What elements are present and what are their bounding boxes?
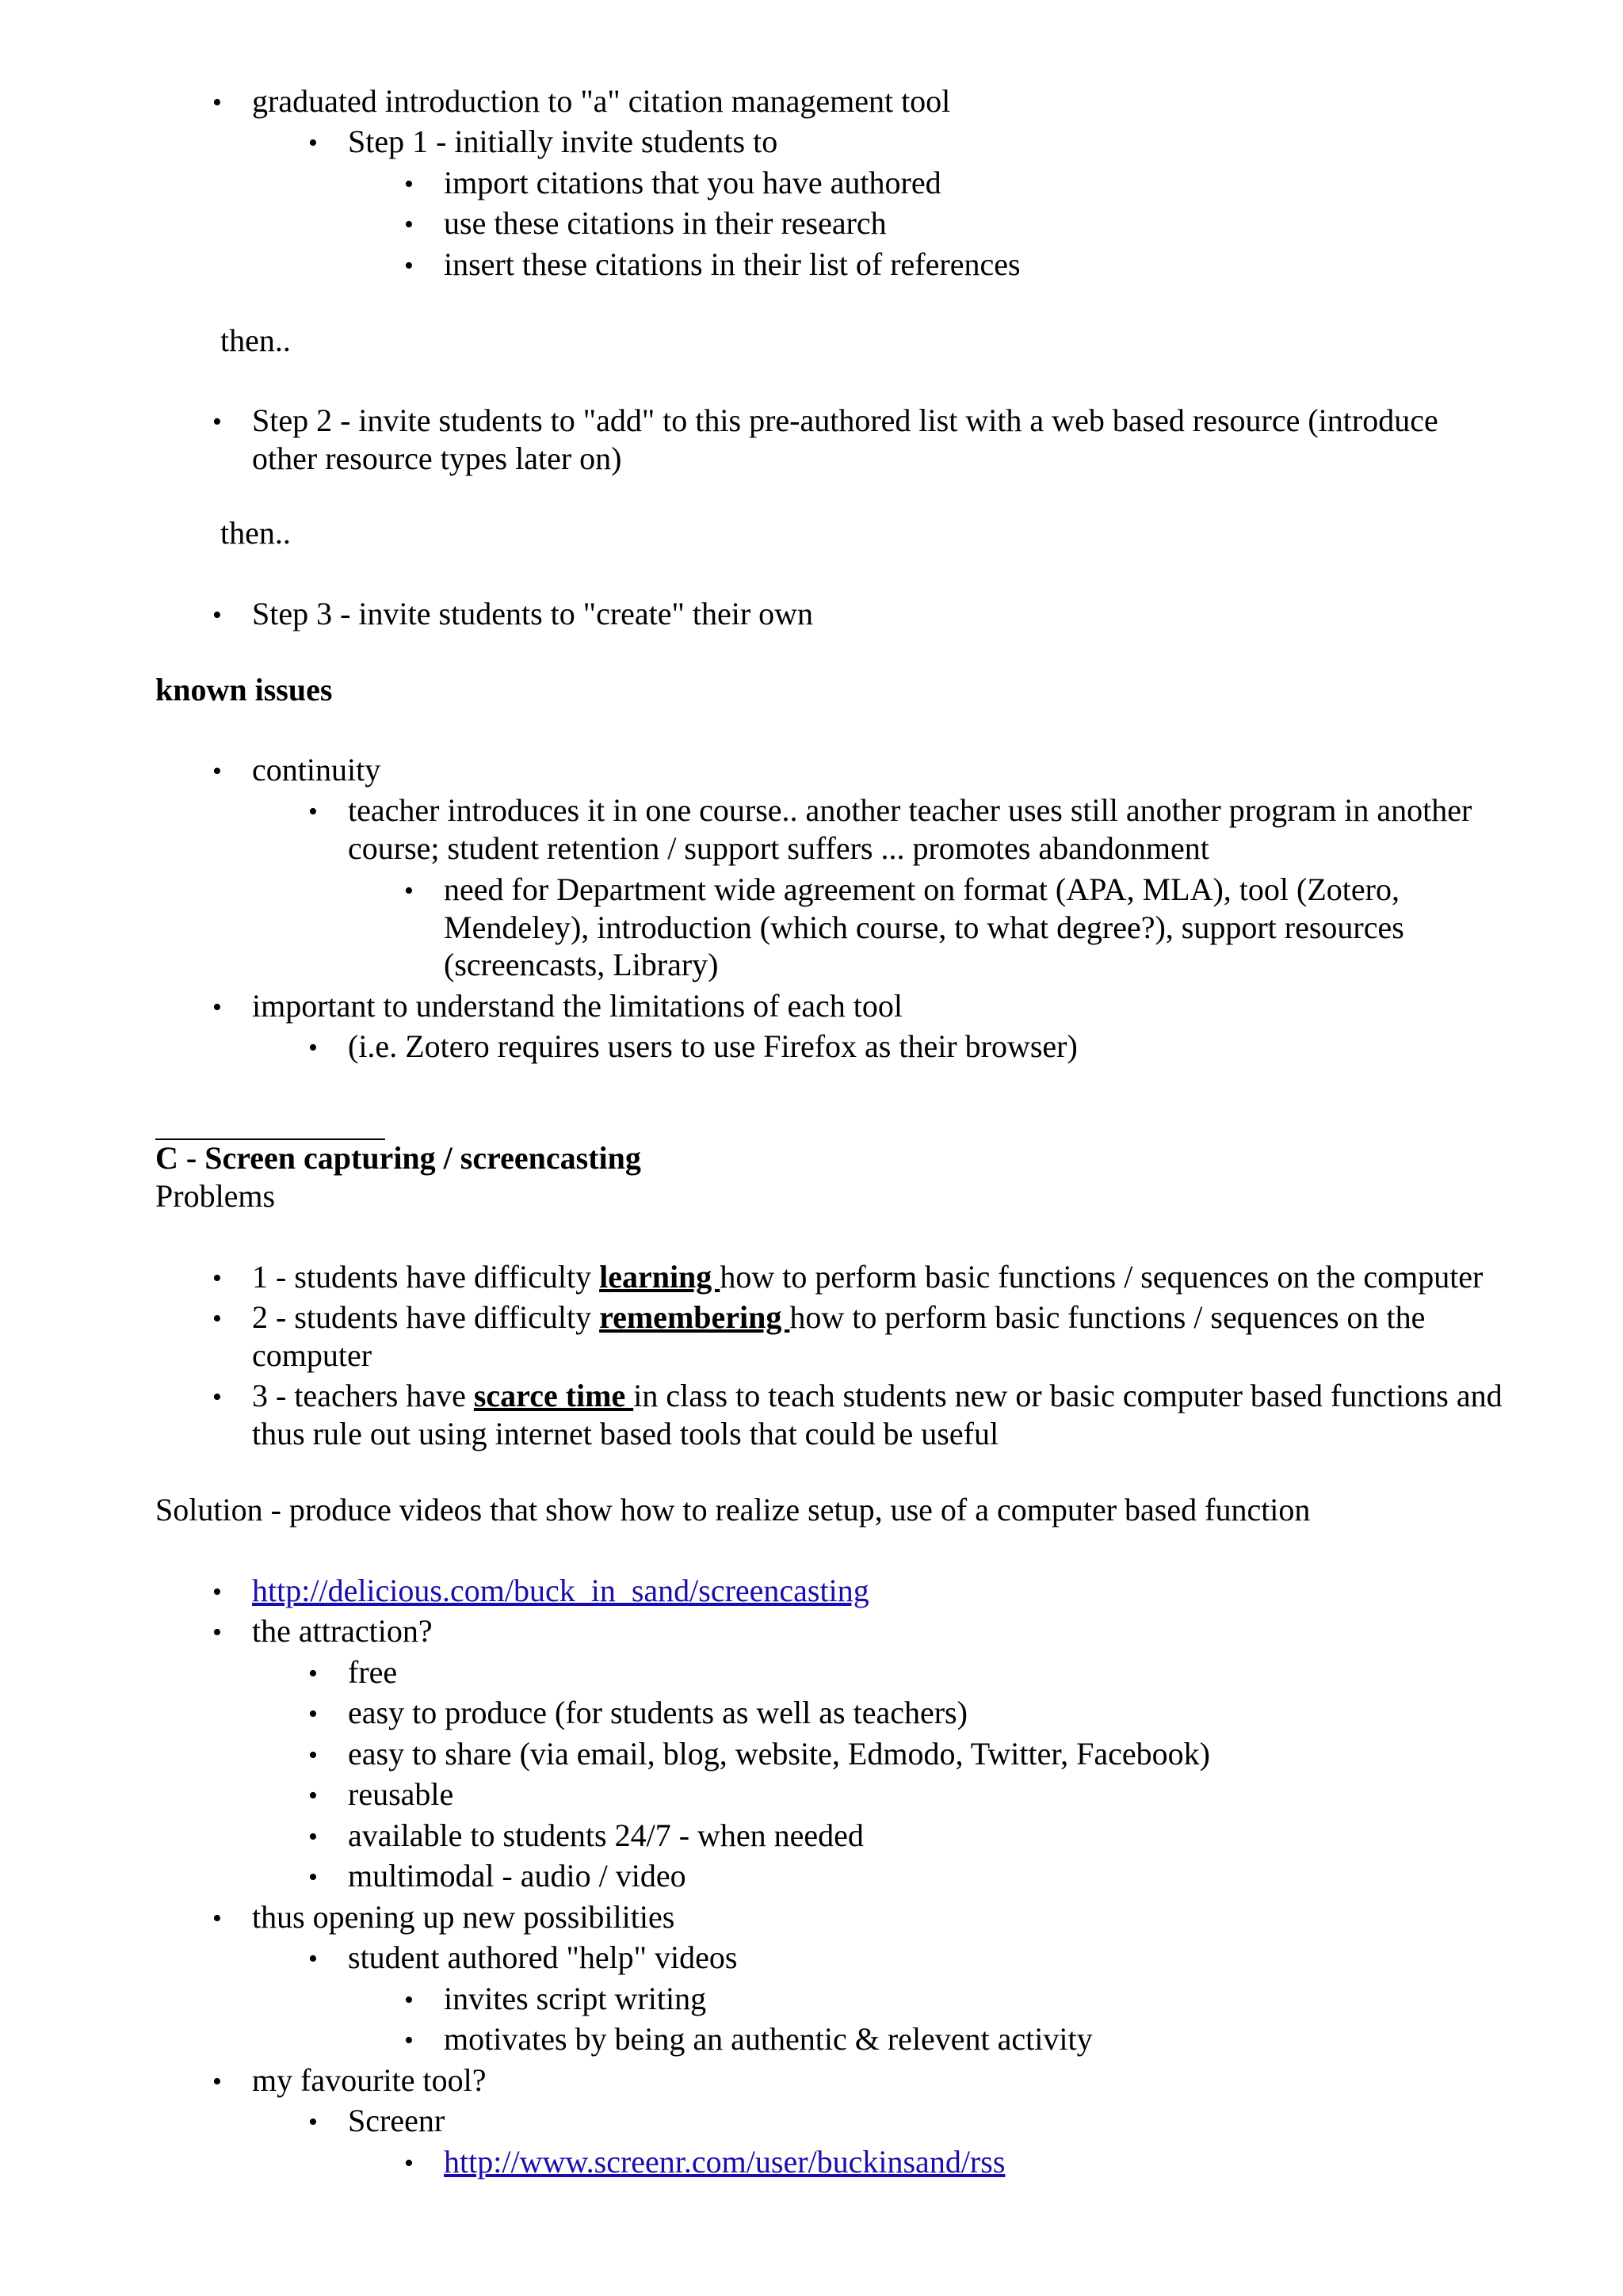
bullet-icon: • xyxy=(404,2149,414,2178)
section-heading: C - Screen capturing / screencasting xyxy=(155,1140,641,1176)
bullet-icon: • xyxy=(308,128,318,158)
list-item: Step 1 - initially invite students to xyxy=(348,124,778,159)
bullet-icon: • xyxy=(404,251,414,280)
list-item xyxy=(444,2142,1005,2182)
problem-text: 2 - students have difficulty xyxy=(252,1299,600,1335)
problem-text: in class to teach students new or basic computer based functions and xyxy=(633,1378,1503,1413)
list-item xyxy=(252,1297,1425,1337)
list-item-continuation: other resource types later on) xyxy=(252,441,622,476)
list-item: motivates by being an authentic & relevent activity xyxy=(444,2021,1093,2057)
bullet-icon: • xyxy=(212,88,222,117)
bullet-icon: • xyxy=(212,601,222,630)
list-item-continuation: computer xyxy=(252,1337,372,1373)
list-item: continuity xyxy=(252,752,381,788)
list-item: invites script writing xyxy=(444,1981,707,2016)
bullet-icon: • xyxy=(212,1904,222,1933)
problem-text: how to perform basic functions / sequences on the computer xyxy=(720,1259,1484,1295)
bullet-icon: • xyxy=(404,210,414,239)
bullet-icon: • xyxy=(308,797,318,826)
list-item: Step 3 - invite students to "create" their own xyxy=(252,596,814,631)
list-item: (i.e. Zotero requires users to use Firefox as their browser) xyxy=(348,1028,1078,1064)
list-item xyxy=(252,1257,1483,1297)
list-item: need for Department wide agreement on format (APA, MLA), tool (Zotero, xyxy=(444,871,1400,907)
bullet-icon: • xyxy=(308,1822,318,1852)
bullet-icon: • xyxy=(212,757,222,786)
list-item: available to students 24/7 - when needed xyxy=(348,1817,864,1853)
list-item: teacher introduces it in one course.. another teacher uses still another program in another xyxy=(348,792,1472,828)
bullet-icon: • xyxy=(308,1944,318,1974)
list-item: multimodal - audio / video xyxy=(348,1858,686,1894)
bullet-icon: • xyxy=(212,1264,222,1293)
screenr-rss-link[interactable]: http://www.screenr.com/user/buckinsand/rss xyxy=(444,2144,1006,2180)
bullet-icon: • xyxy=(212,1618,222,1647)
bullet-icon: • xyxy=(404,170,414,199)
list-item-continuation: Mendeley), introduction (which course, to what degree?), support resources xyxy=(444,910,1404,945)
bullet-icon: • xyxy=(404,1985,414,2015)
list-item: Step 2 - invite students to "add" to this pre-authored list with a web based resource (introduce xyxy=(252,402,1438,438)
list-item-continuation: (screencasts, Library) xyxy=(444,947,719,982)
bullet-icon: • xyxy=(212,1577,222,1607)
bullet-icon: • xyxy=(308,1781,318,1810)
emphasis-text: remembering xyxy=(599,1299,790,1335)
known-issues-heading: known issues xyxy=(155,672,333,707)
list-item: reusable xyxy=(348,1776,454,1812)
list-item: easy to share (via email, blog, website, Edmodo, Twitter, Facebook) xyxy=(348,1736,1210,1772)
delicious-link[interactable]: http://delicious.com/buck_in_sand/screencasting xyxy=(252,1573,869,1608)
problem-text: how to perform basic functions / sequences on the xyxy=(789,1299,1426,1335)
solution-text: Solution - produce videos that show how to realize setup, use of a computer based function xyxy=(155,1492,1311,1527)
bullet-icon: • xyxy=(212,2067,222,2096)
bullet-icon: • xyxy=(308,2107,318,2137)
list-item: the attraction? xyxy=(252,1613,433,1649)
list-item xyxy=(252,1570,869,1611)
problems-label: Problems xyxy=(155,1178,276,1214)
bullet-icon: • xyxy=(308,1659,318,1688)
list-item: easy to produce (for students as well as teachers) xyxy=(348,1695,968,1730)
list-item: use these citations in their research xyxy=(444,205,887,241)
list-item: thus opening up new possibilities xyxy=(252,1899,675,1935)
problem-text: 1 - students have difficulty xyxy=(252,1259,600,1295)
list-item: student authored "help" videos xyxy=(348,1939,738,1975)
bullet-icon: • xyxy=(212,1304,222,1333)
then-text: then.. xyxy=(220,322,291,358)
list-item: Screenr xyxy=(348,2103,445,2138)
bullet-icon: • xyxy=(404,2026,414,2055)
bullet-icon: • xyxy=(212,993,222,1022)
bullet-icon: • xyxy=(308,1699,318,1729)
list-item: import citations that you have authored xyxy=(444,165,941,200)
emphasis-text: learning xyxy=(599,1259,720,1295)
list-item: important to understand the limitations of each tool xyxy=(252,988,903,1024)
list-item: my favourite tool? xyxy=(252,2062,487,2098)
bullet-icon: • xyxy=(308,1741,318,1770)
list-item: graduated introduction to "a" citation management tool xyxy=(252,83,951,119)
bullet-icon: • xyxy=(404,876,414,906)
problem-text: 3 - teachers have xyxy=(252,1378,474,1413)
emphasis-text: scarce time xyxy=(473,1378,634,1413)
bullet-icon: • xyxy=(212,407,222,437)
then-text: then.. xyxy=(220,515,291,551)
list-item: insert these citations in their list of references xyxy=(444,246,1021,282)
list-item xyxy=(252,1375,1503,1416)
bullet-icon: • xyxy=(308,1863,318,1892)
list-item-continuation: thus rule out using internet based tools that could be useful xyxy=(252,1416,999,1451)
bullet-icon: • xyxy=(212,1383,222,1412)
bullet-icon: • xyxy=(308,1033,318,1062)
list-item-continuation: course; student retention / support suffers ... promotes abandonment xyxy=(348,830,1209,866)
list-item: free xyxy=(348,1654,398,1690)
